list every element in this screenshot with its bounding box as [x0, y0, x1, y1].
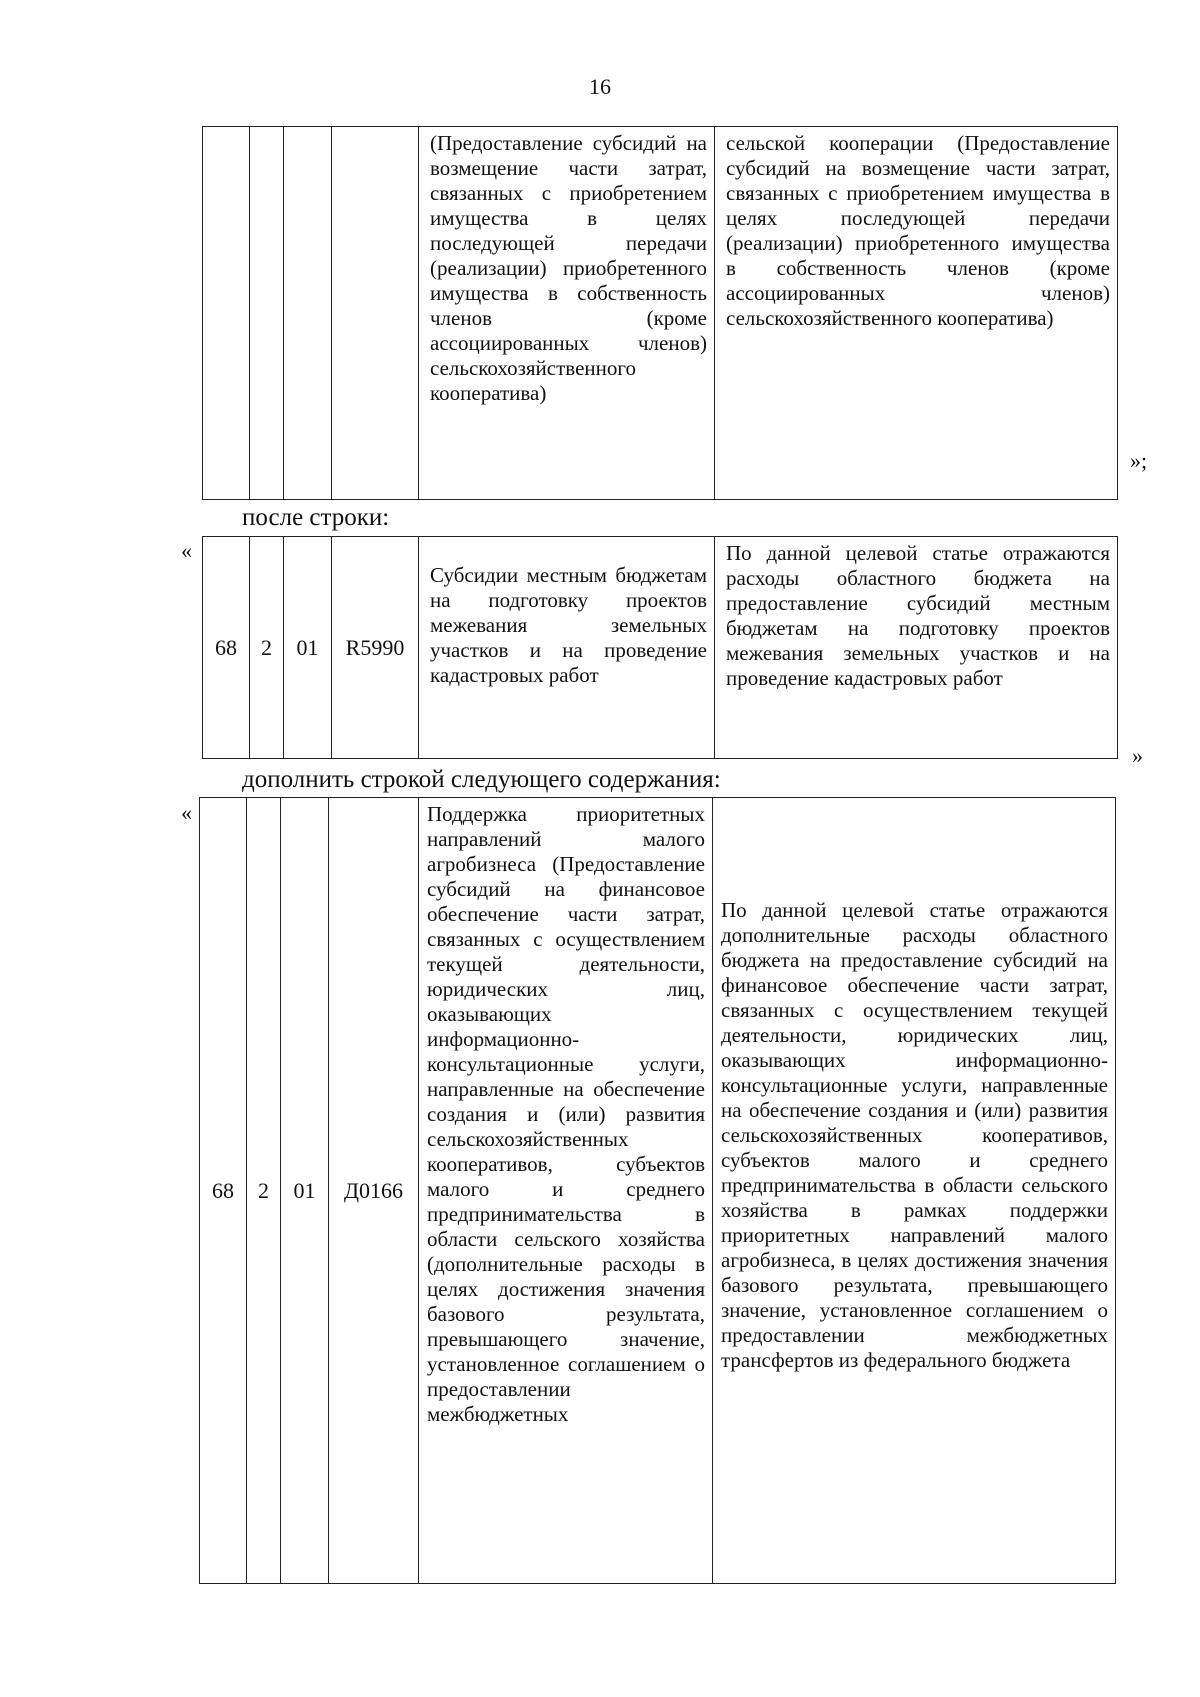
- code-cell-program: [203, 127, 250, 500]
- reference-row-table: [202, 536, 1118, 759]
- opening-quote: «: [181, 800, 192, 825]
- code-cell-program: 68: [200, 798, 247, 1584]
- code-cell-direction: Д0166: [329, 798, 419, 1584]
- new-row-table: [199, 797, 1116, 1584]
- section-label-add-row: дополнить строкой следующего содержания:: [242, 766, 721, 793]
- closing-quote: »: [1132, 743, 1143, 768]
- opening-quote: «: [181, 538, 192, 563]
- page-number: 16: [589, 74, 611, 99]
- table-row: [200, 798, 1116, 1584]
- closing-quote: »;: [1130, 448, 1148, 473]
- code-cell-subprogram: 2: [250, 537, 284, 759]
- target-item-description: По данной целевой статье отражаются дополнительные расходы областного бюджета на предоставление субсидий на финансовое обеспечение части затрат, связанных с осуществлением текущей деятельности, юридических лиц, оказывающих информационно-консультационные услуги, направленные на обеспечение создания и (или) развития сельскохозяйственных кооперативов, субъектов малого и среднего предпринимательства в области сельского хозяйства в рамках поддержки приоритетных направлений малого агробизнеса, в целях достижения значения базового результата, превышающего значение, установленное соглашением о предоставлении межбюджетных трансфертов из федерального бюджета: [713, 798, 1116, 1584]
- table-row: [203, 537, 1118, 759]
- target-item-name: (Предоставление субсидий на возмещение части затрат, связанных с приобретением имущества в целях последующей передачи (реализации) приобретенного имущества в собственность членов (кроме ассоциированных членов) сельскохозяйственного кооператива): [419, 127, 715, 500]
- continuation-table: [202, 126, 1118, 500]
- target-item-name: Поддержка приоритетных направлений малого агробизнеса (Предоставление субсидий на финансовое обеспечение части затрат, связанных с осуществлением текущей деятельности, юридических лиц, оказывающих информационно-консультационные услуги, направленные на обеспечение создания и (или) развития сельскохозяйственных кооперативов, субъектов малого и среднего предпринимательства в области сельского хозяйства (дополнительные расходы в целях достижения значения базового результата, превышающего значение, установленное соглашением о предоставлении межбюджетных: [419, 798, 713, 1584]
- code-cell-subprogram: [250, 127, 284, 500]
- table-row: [203, 127, 1118, 500]
- code-cell-direction: R5990: [332, 537, 419, 759]
- section-label-after-row: после строки:: [242, 504, 390, 531]
- code-cell-program: 68: [203, 537, 250, 759]
- code-cell-main-event: 01: [284, 537, 332, 759]
- code-cell-direction: [332, 127, 419, 500]
- target-item-name: Субсидии местным бюджетам на подготовку проектов межевания земельных участков и на проведение кадастровых работ: [419, 537, 715, 759]
- code-cell-main-event: 01: [281, 798, 329, 1584]
- target-item-description: сельской кооперации (Предоставление субсидий на возмещение части затрат, связанных с приобретением имущества в целях последующей передачи (реализации) приобретенного имущества в собственность членов (кроме ассоциированных членов) сельскохозяйственного кооператива): [715, 127, 1118, 500]
- code-cell-main-event: [284, 127, 332, 500]
- target-item-description: По данной целевой статье отражаются расходы областного бюджета на предоставление субсидий местным бюджетам на подготовку проектов межевания земельных участков и на проведение кадастровых работ: [715, 537, 1118, 759]
- code-cell-subprogram: 2: [247, 798, 281, 1584]
